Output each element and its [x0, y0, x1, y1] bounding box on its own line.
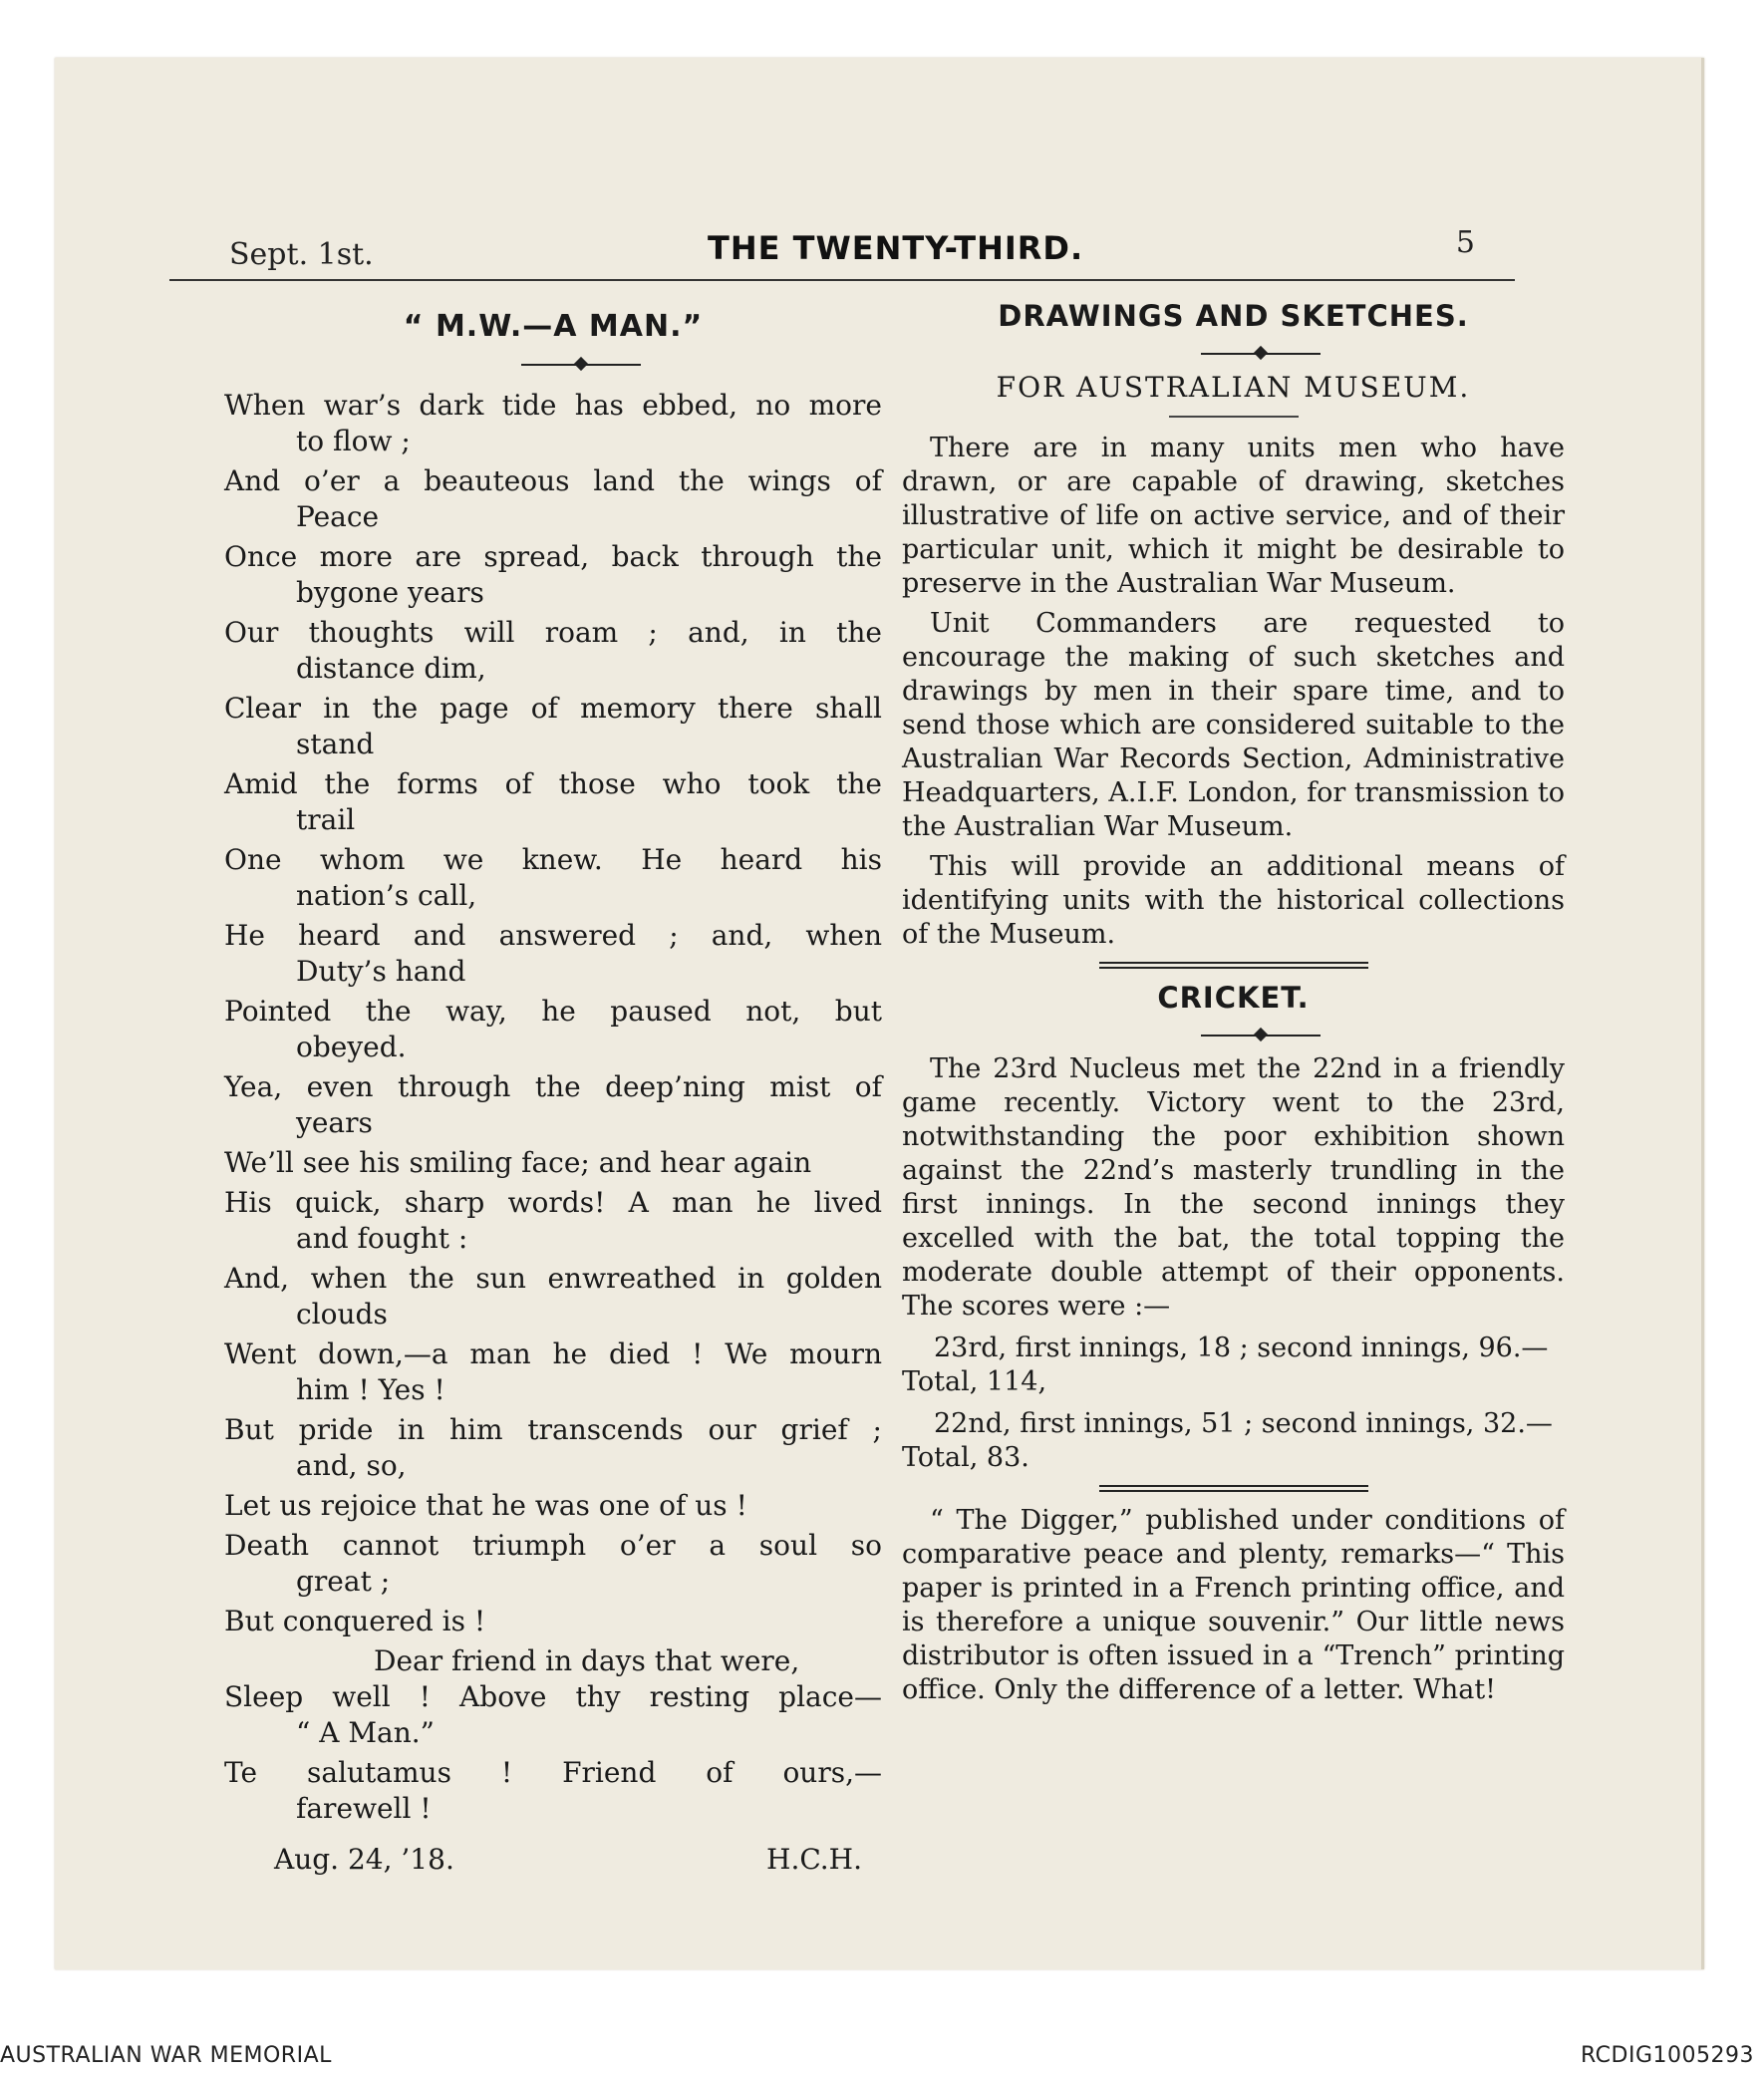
- poem-line-continuation: clouds: [296, 1298, 388, 1331]
- poem-stanza: [224, 388, 882, 459]
- poem-line-continuation: and fought :: [296, 1222, 468, 1255]
- double-rule: [1099, 1485, 1368, 1492]
- poem-stanza: [224, 1145, 882, 1181]
- poem-line: Once more are spread, back through the: [224, 540, 882, 573]
- poem-date: Aug. 24, ’18.: [274, 1843, 454, 1876]
- poem-stanza: [224, 691, 882, 762]
- poem-line: Te salutamus ! Friend of ours,—: [224, 1756, 882, 1789]
- cricket-paragraph: The 23rd Nucleus met the 22nd in a friendly game recently. Victory went to the 23rd, notwithstanding the poor exhibition shown against the 22nd’s masterly trundling in the first innings. In the second innings they excelled with the bat, the total topping the moderate double attempt of their opponents. The scores were :—: [902, 1053, 1565, 1322]
- poem-line: Went down,—a man he died ! We mourn: [224, 1337, 882, 1370]
- poem-line: We’ll see his smiling face; and hear again: [224, 1146, 812, 1179]
- poem-line-continuation: bygone years: [296, 576, 484, 609]
- drawings-subheading: FOR AUSTRALIAN MUSEUM.: [996, 371, 1471, 404]
- drawings-heading: DRAWINGS AND SKETCHES.: [998, 299, 1469, 333]
- poem-line-continuation: Peace: [296, 500, 380, 533]
- drawings-paragraph: There are in many units men who have drawn, or are capable of drawing, sketches illustrative of life on active service, and of their particular unit, which it might be desirable to preserve in the Australian War Museum.: [902, 433, 1565, 599]
- poem-line-continuation: nation’s call,: [296, 879, 477, 912]
- poem-stanza: [224, 1528, 882, 1600]
- poem-stanza: [224, 1488, 882, 1524]
- poem-stanza: [224, 463, 882, 535]
- poem-stanza: [224, 1604, 882, 1639]
- ornament-divider: [902, 1025, 1565, 1040]
- poem-line-continuation: him ! Yes !: [296, 1373, 445, 1406]
- poem-stanza: [224, 766, 882, 838]
- cricket-score: 22nd, first innings, 51 ; second innings, 32.—Total, 83.: [902, 1408, 1553, 1473]
- cricket-heading: CRICKET.: [1157, 981, 1310, 1015]
- ornament-divider: [224, 354, 882, 370]
- poem-stanza: [224, 615, 882, 687]
- poem-stanza: [224, 1069, 882, 1141]
- page-number: 5: [1455, 225, 1475, 260]
- poem-line-continuation: years: [296, 1106, 373, 1139]
- poem-line: One whom we knew. He heard his: [224, 843, 882, 876]
- poem-body: [224, 388, 882, 1827]
- poem-line: And o’er a beauteous land the wings of: [224, 464, 882, 497]
- poem-line: But conquered is !: [224, 1605, 486, 1637]
- poem-stanza: [224, 1261, 882, 1333]
- page-header: [169, 219, 1515, 281]
- left-column: [224, 299, 882, 1876]
- poem-line: Our thoughts will roam ; and, in the: [224, 616, 882, 649]
- poem-line: His quick, sharp words! A man he lived: [224, 1186, 882, 1219]
- rule: [1169, 416, 1299, 418]
- poem-stanza: [224, 918, 882, 990]
- poem-line-continuation: to flow ;: [296, 425, 411, 457]
- poem-line-continuation: and, so,: [296, 1449, 407, 1482]
- poem-line-continuation: trail: [296, 803, 356, 836]
- poem-line-continuation: farewell !: [296, 1792, 432, 1825]
- cricket-score: 23rd, first innings, 18 ; second innings, 96.—Total, 114,: [902, 1333, 1549, 1397]
- double-rule: [1099, 962, 1368, 969]
- poem-stanza: [224, 1679, 882, 1751]
- poem-line: Pointed the way, he paused not, but: [224, 995, 882, 1028]
- digger-paragraph: “ The Digger,” published under conditions of comparative peace and plenty, remarks—“ This paper is printed in a French printing office, and is therefore a unique souvenir.” Our little news distributor is often issued in a “Trench” printing office. Only the difference of a letter. What!: [902, 1505, 1565, 1705]
- poem-line: But pride in him transcends our grief ;: [224, 1413, 882, 1446]
- ornament-divider: [902, 343, 1565, 359]
- poem-line: Death cannot triumph o’er a soul so: [224, 1529, 882, 1562]
- poem-stanza: [224, 539, 882, 611]
- archive-id: RCDIG1005293: [1580, 2043, 1754, 2068]
- poem-line: Dear friend in days that were,: [374, 1644, 800, 1677]
- poem-line-continuation: Duty’s hand: [296, 955, 466, 988]
- poem-stanza: [224, 1412, 882, 1484]
- drawings-paragraph: This will provide an additional means of identifying units with the historical collections of the Museum.: [902, 851, 1565, 950]
- poem-line: Sleep well ! Above thy resting place—: [224, 1680, 882, 1713]
- poem-stanza: [224, 842, 882, 914]
- poem-line-continuation: stand: [296, 728, 375, 760]
- archive-caption: AUSTRALIAN WAR MEMORIAL: [0, 2043, 332, 2068]
- poem-line: Let us rejoice that he was one of us !: [224, 1489, 747, 1522]
- right-column: [902, 299, 1565, 1713]
- poem-line: Yea, even through the deep’ning mist of: [224, 1070, 882, 1103]
- poem-stanza: [224, 994, 882, 1065]
- poem-signature: [224, 1831, 882, 1876]
- drawings-paragraph: Unit Commanders are requested to encourage the making of such sketches and drawings by men in their spare time, and to send those which are considered suitable to the Australian War Records Section, Administrative Headquarters, A.I.F. London, for transmission to the Australian War Museum.: [902, 608, 1565, 842]
- poem-line-continuation: “ A Man.”: [296, 1716, 435, 1749]
- poem-stanza: [224, 1185, 882, 1257]
- poem-line: Amid the forms of those who took the: [224, 767, 882, 800]
- newspaper-title: THE TWENTY-THIRD.: [708, 229, 1084, 267]
- poem-stanza: [224, 1755, 882, 1827]
- poem-stanza: [224, 1336, 882, 1408]
- poem-line: He heard and answered ; and, when: [224, 919, 882, 952]
- poem-line-continuation: distance dim,: [296, 652, 486, 685]
- poem-line: Clear in the page of memory there shall: [224, 692, 882, 725]
- poem-line: And, when the sun enwreathed in golden: [224, 1262, 882, 1295]
- poem-line-continuation: great ;: [296, 1565, 391, 1598]
- poem-title: “ M.W.—A MAN.”: [403, 309, 704, 344]
- poem-line-continuation: obeyed.: [296, 1031, 407, 1063]
- poem-line: When war’s dark tide has ebbed, no more: [224, 389, 882, 422]
- poem-author: H.C.H.: [766, 1843, 862, 1876]
- header-date: Sept. 1st.: [229, 237, 374, 272]
